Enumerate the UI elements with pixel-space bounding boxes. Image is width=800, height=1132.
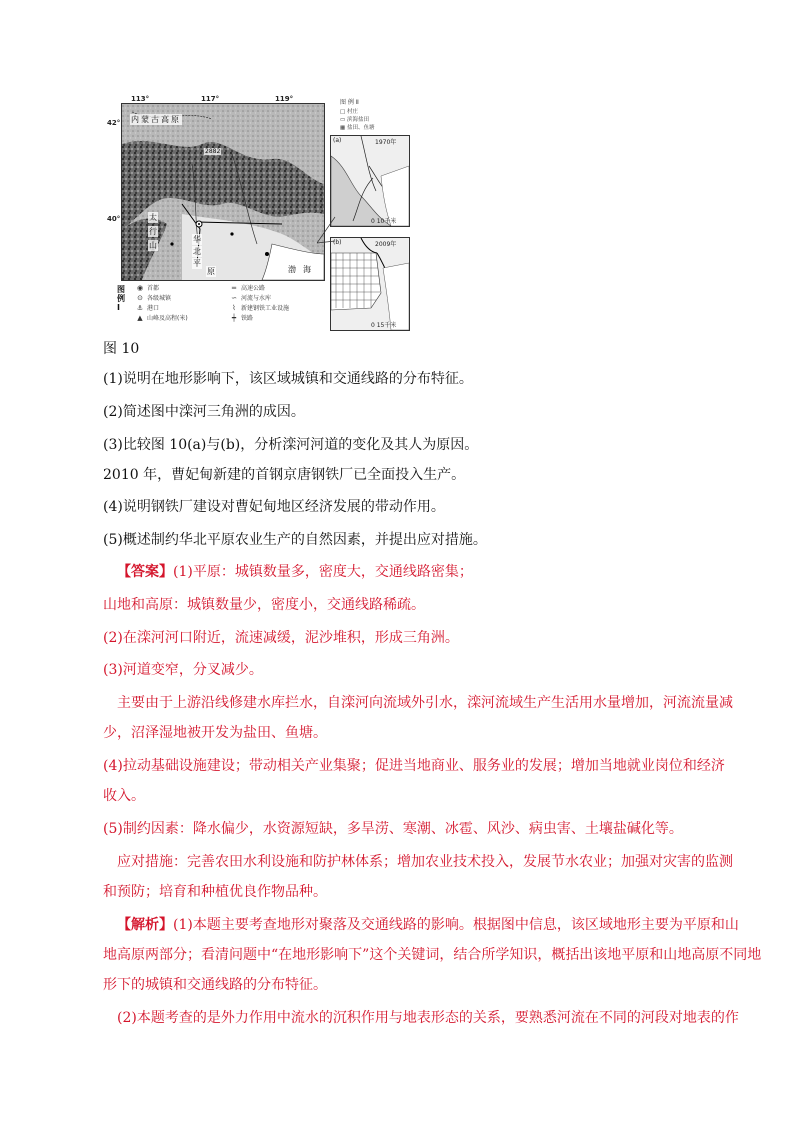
terrain-map [121,103,325,281]
legend-village: □ 村庄 [340,109,358,115]
railway-icon: ┿ [231,314,237,322]
answer-3-reason-line2: 少，沼泽湿地被开发为盐田、鱼塘。 [103,725,327,741]
figure-10 [107,95,409,329]
inset-a-scale: 0 10千米 [371,218,397,225]
inset-a-tag: (a) [333,137,342,144]
longitude-label: 119° [275,95,294,103]
sea-label: 渤 [288,265,296,274]
mountain-label: 行 [149,227,157,236]
analysis-1-line3: 形下的城镇和交通线路的分布特征。 [103,977,327,993]
answer-4-line1: (4)拉动基础设施建设；带动相关产业集聚；促进当地商业、服务业的发展；增加当地就业岗位和经济 [103,758,725,774]
answer-1-second: 山地和高原：城镇数量少，密度小，交通线路稀疏。 [103,597,425,613]
peak-icon: ▲ [137,314,143,322]
latitude-label: 42° [107,119,121,127]
answer-5-line3: 和预防；培育和种植优良作物品种。 [103,884,327,900]
legend-1 [117,281,325,327]
town-icon: ⊙ [137,294,143,302]
legend-title: 图例Ⅰ [117,285,125,312]
answer-3-reason-line1: 主要由于上游沿线修建水库拦水，自滦河向流域外引水，滦河流域生产生活用水量增加，河流流量减 [117,695,733,711]
region-label: 内蒙古高原 [131,115,181,124]
plain-label: 平 [193,259,201,268]
question-4: (4)说明钢铁厂建设对曹妃甸地区经济发展的带动作用。 [103,499,445,515]
plain-label: 原 [207,267,215,276]
context-text: 2010 年，曹妃甸新建的首钢京唐钢铁厂已全面投入生产。 [103,467,466,483]
question-1: (1)说明在地形影响下，该区域城镇和交通线路的分布特征。 [103,371,473,387]
inset-b-tag: (b) [333,239,342,246]
legend-2-title: 图 例 Ⅱ [340,99,359,106]
analysis-tag: 【解析】 [117,917,173,933]
legend-highway: ═ 高速公路 [227,283,265,292]
legend-capital: ◉ 首都 [133,283,159,292]
mountain-label: 太 [149,213,157,222]
question-3: (3)比较图 10(a)与(b)，分析滦河河道的变化及其人为原因。 [103,437,479,453]
mountain-label: 山 [149,241,157,250]
anchor-icon: ⚓ [136,304,144,312]
terrain-map-graphic [122,104,324,280]
inset-map-a [330,135,410,227]
inset-b-scale: 0 15千米 [371,322,397,329]
latitude-label: 40° [107,215,121,223]
legend-port: ⚓ 港口 [133,303,159,312]
legend-towns: ⊙ 各级城镇 [133,293,171,302]
inset-map-b [330,237,410,331]
longitude-label: 113° [131,95,150,103]
longitude-label: 117° [201,95,220,103]
inset-a-graphic [331,136,409,226]
plain-label: 华 [193,235,201,244]
capital-icon: ◉ [136,284,144,292]
main-map [107,95,325,327]
inset-b-graphic [331,238,409,330]
legend-fish-pond: ▦ 盐田、鱼塘 [340,125,375,131]
legend-river: ∽ 河流与水库 [227,293,271,302]
legend-salt-field: ▭ 滨海盐田 [340,117,369,123]
answer-4-line2: 收入。 [103,788,145,804]
answer-3-first: (3)河道变窄，分叉减少。 [103,662,263,678]
legend-railway: ┿ 铁路 [227,313,253,322]
figure-caption: 图 10 [103,341,140,357]
question-5: (5)概述制约华北平原农业生产的自然因素，并提出应对措施。 [103,532,487,548]
river-icon: ∽ [231,294,237,302]
highway-icon: ═ [231,284,237,292]
plain-label: 北 [193,247,201,256]
answer-1-first: 【答案】(1)平原：城镇数量多，密度大，交通线路密集； [117,564,473,580]
spot-height-label: 2882 [205,148,221,155]
legend-2 [330,95,408,133]
answer-tag: 【答案】 [117,564,173,580]
analysis-1-line2: 地高原两部分；看清问题中“在地形影响下”这个关键词，结合所学知识，概括出该地平原和山地高原不同地 [103,947,762,963]
legend-steel: ⌇ 新建钢铁工业设施 [227,303,289,312]
inset-b-year: 2009年 [375,241,397,248]
answer-2: (2)在滦河河口附近，流速减缓，泥沙堆积，形成三角洲。 [103,630,459,646]
steel-facility-icon: ⌇ [232,304,236,312]
inset-connector [317,215,337,245]
analysis-1-line1: 【解析】(1)本题主要考查地形对聚落及交通线路的影响。根据图中信息，该区域地形主要为平原和山 [117,917,739,933]
question-2: (2)简述图中滦河三角洲的成因。 [103,404,305,420]
inset-a-year: 1970年 [375,139,397,146]
answer-5-line1: (5)制约因素：降水偏少，水资源短缺，多旱涝、寒潮、冰雹、风沙、病虫害、土壤盐碱化等。 [103,821,683,837]
legend-peak: ▲ 山峰及高程(米) [133,313,188,322]
analysis-2-line1: (2)本题考查的是外力作用中流水的沉积作用与地表形态的关系，要熟悉河流在不同的河段对地表的作 [117,1010,739,1026]
answer-5-line2: 应对措施：完善农田水利设施和防护林体系；增加农业技术投入，发展节水农业；加强对灾害的监测 [117,854,733,870]
sea-label: 海 [303,265,311,274]
